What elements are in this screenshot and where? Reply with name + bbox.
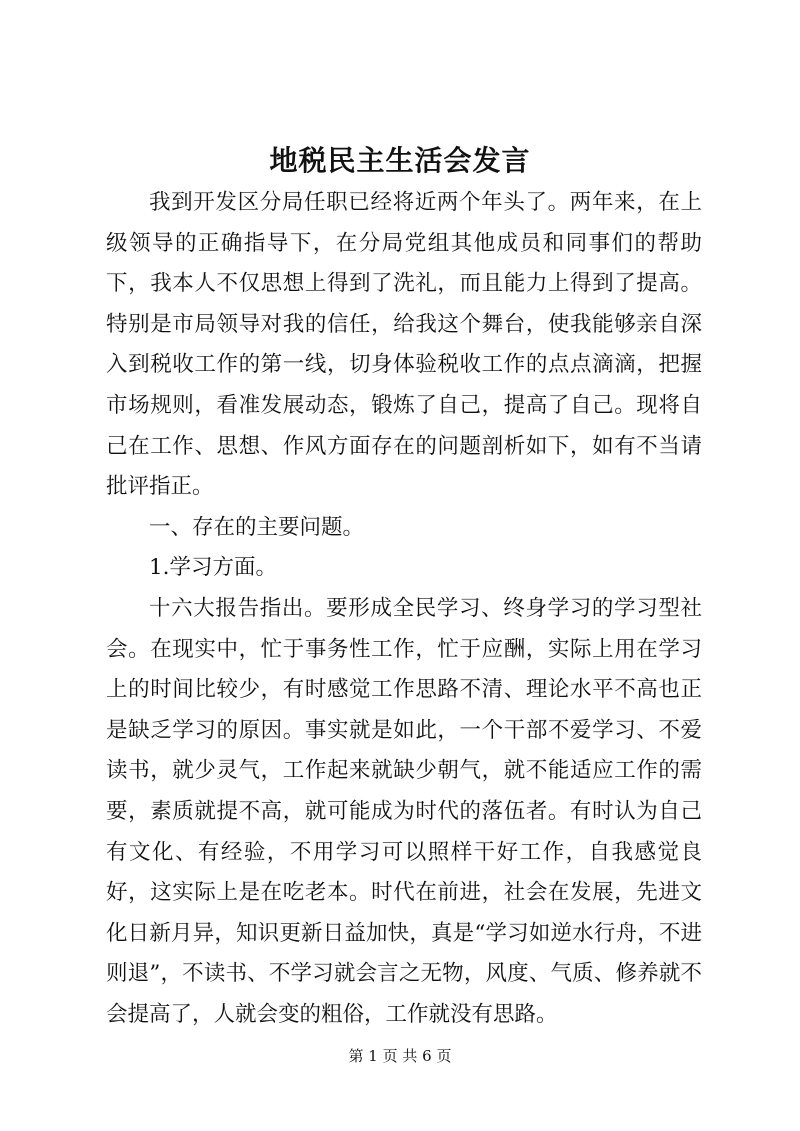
paragraph-study: 十六大报告指出。要形成全民学习、终身学习的学习型社会。在现实中，忙于事务性工作，忙于应酬，实际上用在学习上的时间比较少，有时感觉工作思路不清、理论水平不高也正是缺乏学习的原因。事实就是如此，一个干部不爱学习、不爱读书，就少灵气，工作起来就缺少朝气，就不能适应工作的需要，素质就提不高，就可能成为时代的落伍者。有时认为自己有文化、有经验，不用学习可以照样干好工作，自我感觉良好，这实际上是在吃老本。时代在前进，社会在发展，先进文化日新月异，知识更新日益加快，真是“学习如逆水行舟，不进则退”，不读书、不学习就会言之无物，风度、气质、修养就不会提高了，人就会变的粗俗，工作就没有思路。 bbox=[106, 595, 702, 1027]
section-heading-main-problems: 一、存在的主要问题。 bbox=[149, 514, 365, 540]
document-body bbox=[106, 183, 702, 1035]
subsection-heading-study: 1.学习方面。 bbox=[149, 555, 278, 581]
paragraph-intro: 我到开发区分局任职已经将近两个年头了。两年来，在上级领导的正确指导下，在分局党组其他成员和同事们的帮助下，我本人不仅思想上得到了洗礼，而且能力上得到了提高。特别是市局领导对我的信任，给我这个舞台，使我能够亲自深入到税收工作的第一线，切身体验税收工作的点点滴滴，把握市场规则，看准发展动态，锻炼了自己，提高了自己。现将自己在工作、思想、作风方面存在的问题剖析如下，如有不当请批评指正。 bbox=[106, 190, 702, 500]
page-footer: 第 1 页 共 6 页 bbox=[348, 1047, 452, 1065]
document-title: 地税民主生活会发言 bbox=[269, 144, 531, 177]
